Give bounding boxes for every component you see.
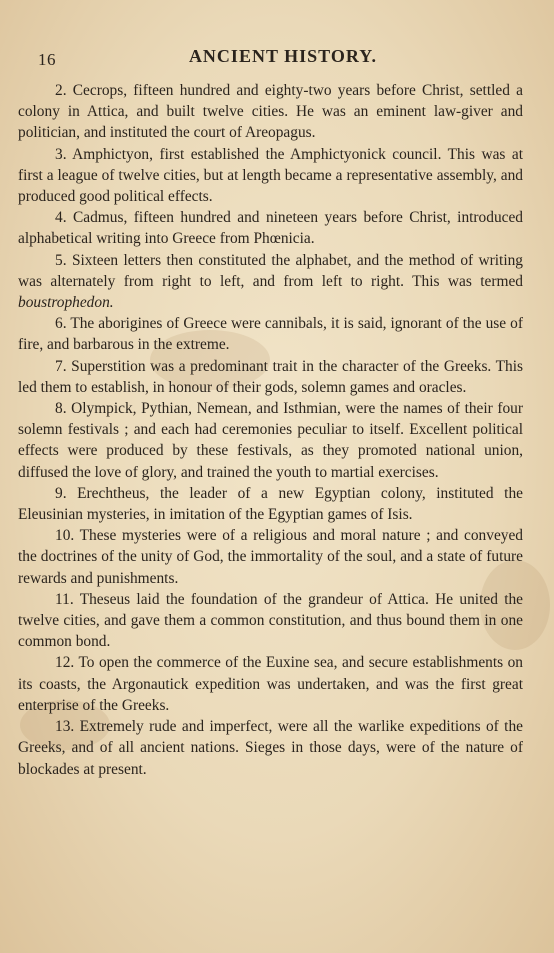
paragraph-4: 4. Cadmus, fifteen hundred and nineteen years before Christ, introduced alphabetical writing into Greece from Phœnicia. bbox=[18, 209, 523, 248]
paragraph-2: 2. Cecrops, fifteen hundred and eighty-two years before Christ, settled a colony in Attica, and built twelve cities. He was an eminent law-giver and politician, and instituted the court of Areopagus. bbox=[18, 82, 523, 142]
running-title: ANCIENT HISTORY. bbox=[188, 46, 378, 66]
body-text bbox=[18, 80, 523, 780]
paragraph-11: 11. Theseus laid the foundation of the grandeur of Attica. He united the twelve cities, and gave them a common constitution, and thus bound them in one common bond. bbox=[18, 590, 523, 651]
paragraph-12: 12. To open the commerce of the Euxine sea, and secure establishments on its coasts, the Argonautick expedition was undertaken, and was the first great enterprise of the Greeks. bbox=[18, 654, 523, 714]
page-header bbox=[0, 46, 554, 70]
paragraph-6: 6. The aborigines of Greece were cannibals, it is said, ignorant of the use of fire, and barbarous in the extreme. bbox=[18, 315, 523, 354]
paragraph-3: 3. Amphictyon, first established the Amphictyonick council. This was at first a league of twelve cities, but at length became a representative assembly, and produced good political effects. bbox=[18, 145, 523, 206]
italic-term: boustrophedon. bbox=[18, 294, 114, 312]
paragraph-5: 5. Sixteen letters then constituted the alphabet, and the method of writing was alternately from right to left, and from left to right. This was termed boustrophedon. bbox=[18, 251, 523, 312]
paragraph-9: 9. Erechtheus, the leader of a new Egyptian colony, instituted the Eleusinian mysteries, in imitation of the Egyptian games of Isis. bbox=[18, 484, 523, 524]
paragraph-8: 8. Olympick, Pythian, Nemean, and Isthmian, were the names of their four solemn festivals ; and each had ceremonies peculiar to itself. Excellent political effects were produced by these festivals, as they promoted national union, diffused the love of glory, and trained the youth to martial exercises. bbox=[18, 400, 523, 481]
paragraph-7: 7. Superstition was a predominant trait in the character of the Greeks. This led them to establish, in honour of their gods, solemn games and oracles. bbox=[18, 357, 523, 396]
page-number: 16 bbox=[38, 50, 56, 69]
paragraph-13: 13. Extremely rude and imperfect, were all the warlike expeditions of the Greeks, and of all ancient nations. Sieges in those days, were of the nature of blockades at present. bbox=[18, 718, 523, 778]
paragraph-10: 10. These mysteries were of a religious and moral nature ; and conveyed the doctrines of the unity of God, the immortality of the soul, and a state of future rewards and punishments. bbox=[18, 527, 523, 587]
